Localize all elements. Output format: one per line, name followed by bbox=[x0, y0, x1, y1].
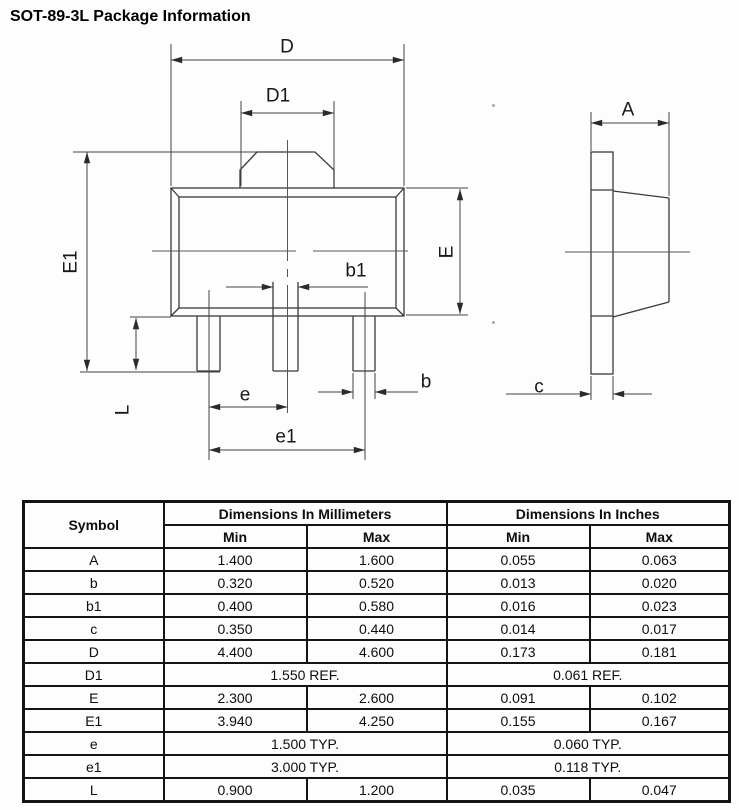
dim-label-b: b bbox=[420, 371, 432, 393]
in-min-cell: 0.014 bbox=[447, 617, 590, 640]
symbol-cell: E bbox=[24, 686, 164, 709]
symbol-cell: D bbox=[24, 640, 164, 663]
in-min-cell: 0.013 bbox=[447, 571, 590, 594]
symbol-cell: e bbox=[24, 732, 164, 755]
in-max-cell: 0.102 bbox=[590, 686, 730, 709]
in-span-cell: 0.118 TYP. bbox=[447, 755, 730, 778]
dim-label-D1: D1 bbox=[265, 85, 291, 107]
table-row-D bbox=[24, 640, 730, 663]
mm-max-cell: 1.600 bbox=[307, 548, 447, 571]
symbol-cell: E1 bbox=[24, 709, 164, 732]
table-row-b1 bbox=[24, 594, 730, 617]
table-row-e1 bbox=[24, 755, 730, 778]
dim-label-E1: E1 bbox=[60, 250, 82, 274]
symbol-cell: D1 bbox=[24, 663, 164, 686]
symbol-cell: c bbox=[24, 617, 164, 640]
scan-speck bbox=[492, 321, 495, 324]
symbol-cell: b bbox=[24, 571, 164, 594]
header-in-min: Min bbox=[447, 525, 590, 548]
table-row-c bbox=[24, 617, 730, 640]
page-title: SOT-89-3L Package Information bbox=[10, 8, 251, 25]
in-max-cell: 0.167 bbox=[590, 709, 730, 732]
mm-max-cell: 4.600 bbox=[307, 640, 447, 663]
header-mm-group: Dimensions In Millimeters bbox=[164, 502, 447, 526]
in-min-cell: 0.155 bbox=[447, 709, 590, 732]
table-row-A bbox=[24, 548, 730, 571]
side-view-dimensions bbox=[506, 112, 669, 400]
in-min-cell: 0.035 bbox=[447, 778, 590, 802]
dim-label-b1: b1 bbox=[345, 260, 367, 282]
dim-label-e: e bbox=[239, 384, 251, 406]
mm-max-cell: 0.580 bbox=[307, 594, 447, 617]
symbol-cell: e1 bbox=[24, 755, 164, 778]
mm-max-cell: 1.200 bbox=[307, 778, 447, 802]
mm-span-cell: 1.500 TYP. bbox=[164, 732, 447, 755]
header-in-max: Max bbox=[590, 525, 730, 548]
in-max-cell: 0.063 bbox=[590, 548, 730, 571]
header-symbol: Symbol bbox=[24, 502, 164, 549]
header-mm-max: Max bbox=[307, 525, 447, 548]
in-max-cell: 0.020 bbox=[590, 571, 730, 594]
in-span-cell: 0.061 REF. bbox=[447, 663, 730, 686]
dim-label-A: A bbox=[621, 99, 635, 121]
table-row-E bbox=[24, 686, 730, 709]
table-row-L bbox=[24, 778, 730, 802]
in-min-cell: 0.173 bbox=[447, 640, 590, 663]
mm-span-cell: 3.000 TYP. bbox=[164, 755, 447, 778]
dim-label-L: L bbox=[112, 404, 134, 416]
table-row-E1 bbox=[24, 709, 730, 732]
mm-min-cell: 0.320 bbox=[164, 571, 307, 594]
mm-min-cell: 0.400 bbox=[164, 594, 307, 617]
mm-min-cell: 0.350 bbox=[164, 617, 307, 640]
mm-min-cell: 0.900 bbox=[164, 778, 307, 802]
mm-min-cell: 3.940 bbox=[164, 709, 307, 732]
mm-max-cell: 0.440 bbox=[307, 617, 447, 640]
symbol-cell: A bbox=[24, 548, 164, 571]
header-mm-min: Min bbox=[164, 525, 307, 548]
scan-speck bbox=[492, 104, 495, 107]
dim-label-E: E bbox=[436, 245, 458, 259]
table-row-D1 bbox=[24, 663, 730, 686]
mm-max-cell: 4.250 bbox=[307, 709, 447, 732]
mm-max-cell: 0.520 bbox=[307, 571, 447, 594]
header-in-group: Dimensions In Inches bbox=[447, 502, 730, 526]
dim-label-c: c bbox=[534, 376, 544, 398]
mm-min-cell: 2.300 bbox=[164, 686, 307, 709]
table-header-row-groups bbox=[24, 502, 730, 526]
mm-span-cell: 1.550 REF. bbox=[164, 663, 447, 686]
table-row-b bbox=[24, 571, 730, 594]
in-max-cell: 0.181 bbox=[590, 640, 730, 663]
dim-label-D: D bbox=[280, 36, 294, 58]
in-max-cell: 0.023 bbox=[590, 594, 730, 617]
symbol-cell: L bbox=[24, 778, 164, 802]
in-max-cell: 0.047 bbox=[590, 778, 730, 802]
in-span-cell: 0.060 TYP. bbox=[447, 732, 730, 755]
mm-min-cell: 4.400 bbox=[164, 640, 307, 663]
table-row-e bbox=[24, 732, 730, 755]
dimensions-table bbox=[22, 500, 731, 803]
mm-min-cell: 1.400 bbox=[164, 548, 307, 571]
side-view-body bbox=[565, 152, 690, 374]
dim-label-e1: e1 bbox=[275, 426, 297, 448]
in-min-cell: 0.016 bbox=[447, 594, 590, 617]
in-max-cell: 0.017 bbox=[590, 617, 730, 640]
mm-max-cell: 2.600 bbox=[307, 686, 447, 709]
in-min-cell: 0.091 bbox=[447, 686, 590, 709]
symbol-cell: b1 bbox=[24, 594, 164, 617]
in-min-cell: 0.055 bbox=[447, 548, 590, 571]
